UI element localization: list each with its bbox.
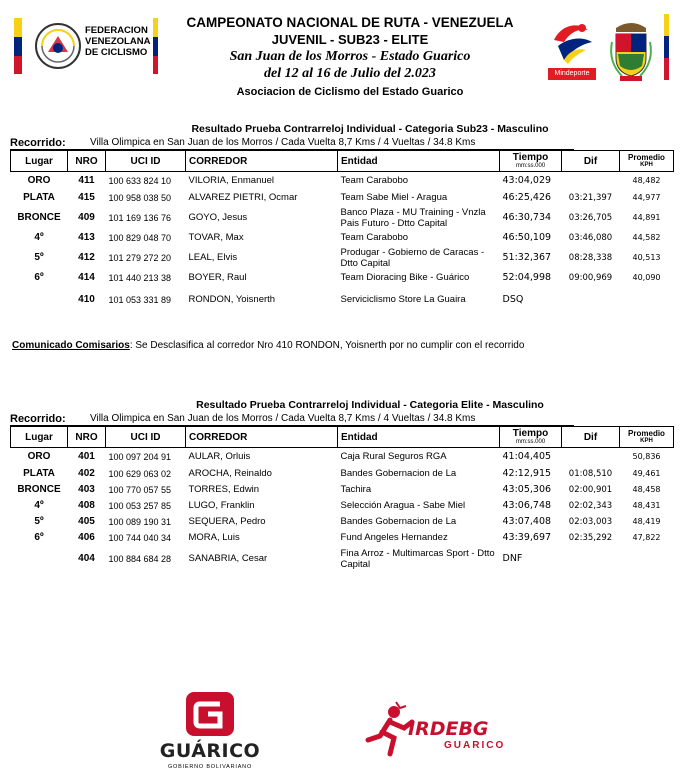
table-row	[11, 466, 674, 482]
col-tiempo-unit: mm:ss.000	[515, 162, 546, 169]
cell-uci-id: 101 440 213 38	[108, 272, 172, 283]
cell-lugar: BRONCE	[17, 484, 61, 495]
cell-uci-id: 100 744 040 34	[108, 532, 172, 543]
cell-entidad: Team Dioracing Bike - Guárico	[340, 272, 470, 283]
cell-dif: 01:08,510	[568, 468, 613, 479]
cell-corredor: AULAR, Orluis	[188, 451, 251, 463]
cell-lugar	[11, 546, 68, 572]
fvc-name-line: DE CICLISMO	[85, 47, 148, 58]
cell-dif	[562, 546, 620, 572]
cell-tiempo: DSQ	[502, 294, 524, 305]
state-crest-icon	[606, 18, 656, 82]
cell-entidad: Fina Arroz - Multimarcas Sport - Dtto Capital	[340, 547, 495, 570]
cell-uci-id: 100 633 824 10	[108, 175, 172, 186]
cell-nro: 401	[78, 451, 95, 463]
cell-entidad: Produgar - Gobierno de Caracas - Dtto Capital	[340, 246, 485, 269]
cell-uci-id: 100 053 257 85	[108, 500, 172, 511]
col-dif: Dif	[562, 151, 620, 172]
col-entidad: Entidad	[338, 151, 500, 172]
categories-title: JUVENIL - SUB23 - ELITE	[271, 32, 429, 47]
table-row	[11, 546, 674, 572]
document-header	[0, 0, 697, 110]
table-row	[11, 270, 674, 286]
cell-entidad: Team Sabe Miel - Aragua	[340, 192, 448, 203]
cell-tiempo: 43:04,029	[502, 175, 552, 187]
cell-nro: 410	[78, 294, 95, 305]
cell-lugar: ORO	[27, 175, 51, 187]
col-tiempo-label: Tiempo	[512, 151, 549, 163]
section-title: Resultado Prueba Contrarreloj Individual - Categoria Elite - Masculino	[196, 399, 544, 411]
col-lugar: Lugar	[11, 151, 68, 172]
table-row	[11, 482, 674, 498]
cell-entidad: Caja Rural Seguros RGA	[340, 451, 447, 463]
results-body	[11, 172, 674, 314]
guarico-logo	[150, 690, 270, 776]
cell-nro: 406	[78, 532, 95, 543]
col-tiempo-label: Tiempo	[512, 427, 549, 439]
cell-tiempo: 52:04,998	[502, 272, 552, 283]
results-section-sub23	[10, 122, 690, 314]
route-text: Villa Olimpica en San Juan de los Morros / Cada Vuelta 8,7 Kms / 4 Vueltas / 34.8 Kms	[90, 413, 476, 424]
col-lugar: Lugar	[11, 427, 68, 448]
guarico-name: GUÁRICO	[159, 740, 261, 762]
cell-promedio: 48,431	[632, 501, 661, 510]
table-row	[11, 172, 674, 190]
cell-uci-id: 101 279 272 20	[108, 252, 172, 263]
route-label: Recorrido:	[10, 137, 66, 149]
cell-nro: 403	[78, 484, 95, 495]
col-promedio-label: Promedio	[628, 429, 665, 438]
cell-lugar	[11, 286, 68, 314]
mindeporte-label: Mindeporte	[548, 68, 596, 80]
cell-promedio: 47,822	[632, 533, 661, 542]
route-label: Recorrido:	[10, 413, 66, 425]
organizer-title: Asociacion de Ciclismo del Estado Guarico	[236, 86, 464, 98]
cell-corredor: SEQUERA, Pedro	[188, 516, 266, 527]
cell-promedio	[620, 546, 674, 572]
cell-corredor: LEAL, Elvis	[188, 252, 238, 263]
cell-entidad: Selección Aragua - Sabe Miel	[340, 500, 466, 511]
cell-nro: 409	[78, 212, 95, 223]
cell-entidad: Serviciclismo Store La Guaira	[340, 294, 466, 305]
event-title-block	[160, 14, 540, 100]
col-uci: UCI ID	[106, 151, 186, 172]
cell-promedio: 48,419	[632, 517, 661, 526]
route-underline	[10, 149, 574, 150]
irdebg-logo	[360, 700, 535, 764]
table-row	[11, 286, 674, 314]
cell-dif: 03:46,080	[568, 232, 613, 243]
cell-entidad: Team Carabobo	[340, 175, 409, 187]
results-body	[11, 448, 674, 572]
cell-entidad: Banco Plaza - MU Training - Vnzla Pais Futuro - Dtto Capital	[340, 206, 486, 229]
col-entidad: Entidad	[338, 427, 500, 448]
cell-entidad: Tachira	[340, 484, 372, 495]
cell-corredor: VILORIA, Enmanuel	[188, 175, 275, 187]
cell-corredor: AROCHA, Reinaldo	[188, 468, 272, 479]
cell-uci-id: 100 089 190 31	[108, 516, 172, 527]
col-corredor: CORREDOR	[186, 427, 338, 448]
decorative-bar	[153, 18, 158, 74]
table-row	[11, 206, 674, 230]
fvc-name	[85, 25, 157, 58]
cell-tiempo: 46:25,426	[502, 192, 552, 203]
irdebg-name: IRDEBG	[408, 718, 489, 740]
table-row	[11, 514, 674, 530]
cell-entidad: Bandes Gobernacion de La	[340, 468, 457, 479]
route-underline	[10, 425, 574, 426]
fvc-logo	[14, 18, 151, 78]
results-section-elite	[10, 398, 690, 572]
col-dif: Dif	[562, 427, 620, 448]
col-promedio-unit: KPH	[640, 162, 653, 168]
table-header-row	[11, 427, 674, 448]
venue-title: San Juan de los Morros - Estado Guarico	[229, 49, 471, 64]
cell-tiempo: 46:30,734	[502, 212, 552, 223]
cell-lugar: PLATA	[23, 468, 55, 479]
fvc-emblem-icon	[34, 22, 82, 70]
cell-dif	[562, 448, 620, 466]
col-uci: UCI ID	[106, 427, 186, 448]
cell-uci-id: 101 169 136 76	[108, 212, 172, 223]
cell-promedio: 48,482	[632, 176, 661, 186]
cell-tiempo: 43:06,748	[502, 500, 552, 511]
cell-lugar: 6º	[34, 272, 44, 283]
cell-corredor: SANABRIA, Cesar	[188, 553, 268, 564]
col-nro: NRO	[68, 151, 106, 172]
cell-dif	[562, 172, 620, 190]
table-header-row	[11, 151, 674, 172]
championship-title: CAMPEONATO NACIONAL DE RUTA - VENEZUELA	[186, 15, 514, 30]
dates-title: del 12 al 16 de Julio del 2.023	[264, 66, 436, 81]
cell-nro: 413	[78, 232, 95, 243]
cell-nro: 404	[78, 553, 95, 564]
cell-uci-id: 100 958 038 50	[108, 192, 172, 203]
table-row	[11, 190, 674, 206]
col-tiempo	[500, 427, 562, 448]
table-row	[11, 230, 674, 246]
cell-dif: 02:35,292	[568, 532, 613, 543]
cell-nro: 414	[78, 272, 95, 283]
cell-corredor: BOYER, Raul	[188, 272, 247, 283]
cell-uci-id: 100 884 684 28	[108, 553, 172, 564]
guarico-subtitle: GOBIERNO BOLIVARIANO	[167, 764, 253, 770]
cell-uci-id: 100 829 048 70	[108, 232, 172, 243]
cell-corredor: RONDON, Yoisnerth	[188, 294, 276, 305]
fvc-name-line: VENEZOLANA	[85, 36, 151, 47]
cell-dif: 03:26,705	[568, 212, 613, 223]
cell-tiempo: 43:39,697	[502, 532, 552, 543]
cell-tiempo: 43:05,306	[502, 484, 552, 495]
cell-uci-id: 100 629 063 02	[108, 468, 172, 479]
cell-promedio: 44,582	[632, 233, 661, 242]
route-row	[10, 412, 690, 426]
cell-uci-id: 100 770 057 55	[108, 484, 172, 495]
cell-tiempo: 41:04,405	[502, 451, 552, 463]
guarico-emblem-icon	[150, 690, 270, 740]
results-table	[10, 426, 674, 572]
table-row	[11, 498, 674, 514]
cell-tiempo: 51:32,367	[502, 252, 552, 263]
venezuela-flag-bar	[14, 18, 22, 74]
cell-nro: 405	[78, 516, 95, 527]
cell-tiempo: 46:50,109	[502, 232, 552, 243]
fvc-name-line: FEDERACION	[85, 25, 148, 36]
table-row	[11, 246, 674, 270]
cell-lugar: 4º	[34, 232, 44, 243]
cell-dif: 02:00,901	[568, 484, 613, 495]
cell-corredor: TORRES, Edwin	[188, 484, 260, 495]
table-row	[11, 530, 674, 546]
cell-promedio: 40,513	[632, 253, 661, 262]
cell-nro: 415	[78, 192, 95, 203]
cell-lugar: 4º	[34, 500, 44, 511]
col-corredor: CORREDOR	[186, 151, 338, 172]
cell-entidad: Bandes Gobernacion de La	[340, 516, 457, 527]
cell-promedio: 48,458	[632, 485, 661, 494]
cell-promedio: 44,977	[632, 193, 661, 202]
cell-entidad: Fund Angeles Hernandez	[340, 532, 448, 543]
cell-dif: 02:03,003	[568, 516, 613, 527]
section-title: Resultado Prueba Contrarreloj Individual - Categoria Sub23 - Masculino	[191, 123, 549, 135]
col-promedio-label: Promedio	[628, 153, 665, 162]
cell-nro: 402	[78, 468, 95, 479]
col-tiempo-unit: mm:ss.000	[515, 438, 546, 445]
cell-lugar: 5º	[34, 252, 44, 263]
cell-lugar: 5º	[34, 516, 44, 527]
irdebg-subtitle: GUARICO	[444, 740, 506, 751]
results-table	[10, 150, 674, 314]
col-promedio	[620, 151, 674, 172]
col-tiempo	[500, 151, 562, 172]
col-promedio	[620, 427, 674, 448]
cell-lugar: PLATA	[23, 192, 55, 203]
cell-dif: 08:28,338	[568, 252, 613, 263]
col-nro: NRO	[68, 427, 106, 448]
cell-corredor: TOVAR, Max	[188, 232, 244, 243]
cell-promedio: 40,090	[632, 273, 661, 282]
cell-tiempo: 43:07,408	[502, 516, 552, 527]
cell-nro: 411	[78, 175, 95, 187]
notice-text: : Se Desclasifica al corredor Nro 410 RONDON, Yoisnerth por no cumplir con el recorrido	[129, 340, 525, 351]
cell-entidad: Team Carabobo	[340, 232, 409, 243]
cell-lugar: ORO	[27, 451, 51, 463]
cell-corredor: MORA, Luis	[188, 532, 240, 543]
cell-dif: 03:21,397	[568, 192, 613, 203]
cell-dif: 09:00,969	[568, 272, 613, 283]
route-text: Villa Olimpica en San Juan de los Morros / Cada Vuelta 8,7 Kms / 4 Vueltas / 34.8 Kms	[90, 137, 476, 148]
table-row	[11, 448, 674, 466]
col-promedio-unit: KPH	[640, 438, 653, 444]
cell-uci-id: 101 053 331 89	[108, 294, 172, 305]
commissaires-notice	[12, 340, 524, 351]
cell-promedio	[620, 286, 674, 314]
cell-lugar: 6º	[34, 532, 44, 543]
cell-uci-id: 100 097 204 91	[108, 451, 172, 462]
cell-lugar: BRONCE	[17, 212, 61, 223]
cell-nro: 408	[78, 500, 95, 511]
route-row	[10, 136, 690, 150]
cell-corredor: GOYO, Jesus	[188, 212, 248, 223]
cell-promedio: 50,836	[632, 452, 661, 462]
cell-corredor: ALVAREZ PIETRI, Ocmar	[188, 192, 298, 203]
mindeporte-logo	[548, 20, 596, 84]
decorative-bar	[664, 14, 669, 80]
cell-tiempo: 42:12,915	[502, 468, 552, 479]
cell-promedio: 49,461	[632, 469, 661, 478]
cell-promedio: 44,891	[632, 213, 661, 222]
cell-corredor: LUGO, Franklin	[188, 500, 255, 511]
cell-dif	[562, 286, 620, 314]
notice-label: Comunicado Comisarios	[12, 340, 130, 351]
mindeporte-emblem-icon	[548, 20, 596, 66]
cell-dif: 02:02,343	[568, 500, 613, 511]
cell-tiempo: DNF	[502, 553, 523, 564]
cell-nro: 412	[78, 252, 95, 263]
